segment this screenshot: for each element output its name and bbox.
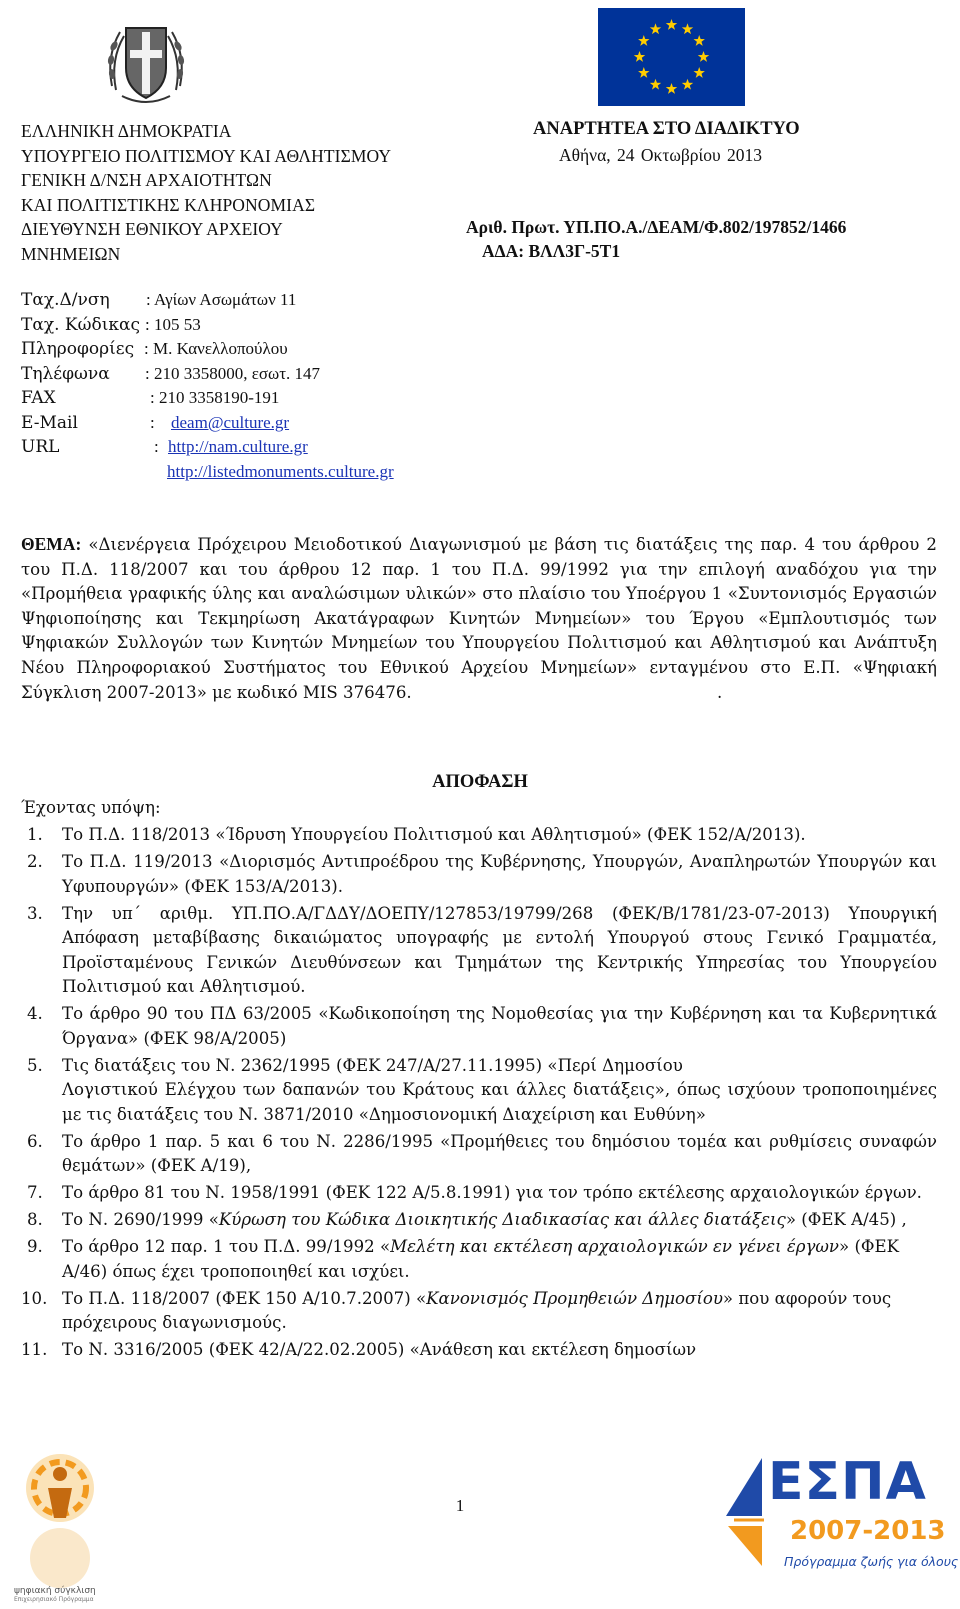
list-item-number: 11.: [21, 1340, 48, 1359]
url-label: URL: [21, 437, 60, 457]
page-number: 1: [455, 1496, 465, 1515]
list-item-text: Τις διατάξεις του Ν. 2362/1995 (ΦΕΚ 247/Α/27.11.1995) «Περί Δημοσίου: [62, 1055, 683, 1075]
list-item-text: Το Π.Δ. 119/2013 «Διορισμός Αντιπροέδρου της Κυβέρνησης, Υπουργών, Αναπληρωτών Υπουργών και Υφυπουργών» (ΦΕΚ 153/Α/2013).: [62, 852, 937, 896]
list-item: [21, 850, 937, 899]
list-item-text-tail: » (ΦΕΚ Α/45) ,: [785, 1210, 907, 1229]
eu-flag: [598, 8, 745, 106]
url-link-listed-monuments[interactable]: http://listedmonuments.culture.gr: [167, 461, 394, 481]
email-link[interactable]: deam@culture.gr: [171, 412, 290, 432]
espa-logo-text: ΕΣΠΑ: [768, 1452, 927, 1512]
issuer-line: ΥΠΟΥΡΓΕΙΟ ΠΟΛΙΤΙΣΜΟΥ ΚΑΙ ΑΘΛΗΤΙΣΜΟΥ: [21, 145, 392, 166]
list-item-number: 7.: [27, 1183, 43, 1202]
fax-value: : 210 3358190-191: [150, 388, 280, 407]
list-item: [21, 823, 937, 848]
list-item-number: 4.: [27, 1004, 43, 1023]
espa-logo-years: 2007-2013: [790, 1516, 946, 1546]
email-label: E-Mail: [21, 412, 78, 433]
info-label: Πληροφορίες: [21, 339, 135, 359]
list-item: [21, 1287, 937, 1336]
list-item-text: Την υπ΄ αριθμ. ΥΠ.ΠΟ.Α/ΓΔΔΥ/ΔΟΕΠΥ/127853/19799/268 (ΦΕΚ/Β/1781/23-07-2013) Υπουργική Απόφαση μεταβίβασης δικαιώματος υπογραφής με εντολή Υπουργού στους Γενικό Γραμματέα, Προϊσταμένους Γενικών Διευθύνσεων και Τμημάτων της Κεντρικής Υπηρεσίας του Υπουργείου Πολιτισμού και Αθλητισμού.: [62, 903, 937, 996]
issuer-block: [21, 119, 481, 266]
list-item-number: 3.: [27, 903, 43, 923]
posting-note: ΑΝΑΡΤΗΤΕΑ ΣΤΟ ΔΙΑΔΙΚΤΥΟ: [533, 119, 800, 139]
fax-label: FAX: [21, 388, 56, 408]
info-value: : Μ. Κανελλοπούλου: [144, 339, 288, 358]
list-item-title: Μελέτη και εκτέλεση αρχαιολογικών εν γένει έργων: [390, 1237, 840, 1256]
list-item-text-tail: » που αφορούν τους πρόχειρους διαγωνισμούς.: [62, 1288, 892, 1332]
issuer-line: ΓΕΝΙΚΗ Δ/ΝΣΗ ΑΡΧΑΙΟΤΗΤΩΝ: [21, 170, 272, 190]
issuer-line: ΚΑΙ ΠΟΛΙΤΙΣΤΙΚΗΣ ΚΛΗΡΟΝΟΜΙΑΣ: [21, 194, 316, 215]
protocol-number: Αριθ. Πρωτ. ΥΠ.ΠΟ.Α./ΔΕΑΜ/Φ.802/197852/1466: [466, 217, 847, 237]
considering-label: Έχοντας υπόψη:: [21, 798, 161, 817]
list-item: [21, 1208, 937, 1233]
list-item-text: Το άρθρο 1 παρ. 5 και 6 του Ν. 2286/1995 «Προμήθειες του δημόσιου τομέα και ρυθμίσεις συναφών θεμάτων» (ΦΕΚ Α/19),: [62, 1131, 937, 1175]
list-item-number: 2.: [27, 852, 43, 871]
list-item-text: Το Π.Δ. 118/2007 (ΦΕΚ 150 Α/10.7.2007) «: [62, 1288, 427, 1308]
list-item-title: Κύρωση του Κώδικα Διοικητικής Διαδικασίας και άλλες διατάξεις: [218, 1210, 786, 1229]
list-item: [21, 1054, 937, 1128]
list-item: [21, 1181, 937, 1206]
address-label: Ταχ.Δ/νση: [21, 290, 110, 310]
list-item-text-tail: » (ΦΕΚ Α/46) όπως έχει τροποποιηθεί και ισχύει.: [62, 1237, 900, 1281]
date-line: Αθήνα, 24 Οκτωβρίου 2013: [559, 145, 763, 165]
list-item: [21, 1235, 937, 1284]
list-item-title: Κανονισμός Προμηθειών Δημοσίου: [426, 1288, 723, 1308]
digital-logo-subtext: Επιχειρησιακό Πρόγραμμα: [14, 1596, 94, 1603]
list-item-text-continued: Λογιστικού Ελέγχου των δαπανών του Κράτους και άλλες διατάξεις», όπως ισχύουν τροποποιημένες με τις διατάξεις του Ν. 3871/2010 «Δημοσιονομική Διαχείριση και Ευθύνη»: [62, 1080, 937, 1124]
subject-text: «Διενέργεια Πρόχειρου Μειοδοτικού Διαγωνισμού με βάση τις διατάξεις της παρ. 4 του άρθρου 2 του Π.Δ. 118/2007 και του άρθρου 12 παρ. 1 του Π.Δ. 99/1992 για την επιλογή αναδόχου για την «Προμήθεια γραφικής ύλης και αναλώσιμων υλικών» στο πλαίσιο του Υποέργου 1 «Συντονισμός Εργασιών Ψηφιοποίησης και Τεκμηρίωση Ακατάγραφων Κινητών Μνημείων» του Έργου «Εμπλουτισμός των Ψηφιακών Συλλογών των Κινητών Μνημείων του Υπουργείου Πολιτισμού και Αθλητισμού και Ανάπτυξη Νέου Πληροφοριακού Συστήματος του Εθνικού Αρχείου Μνημείων» ενταγμένου στο Ε.Π. «Ψηφιακή Σύγκλιση 2007-2013» με κωδικό MIS 376476.: [21, 535, 937, 702]
list-item: [21, 1002, 937, 1051]
email-separator: :: [150, 412, 155, 432]
issuer-line: ΕΛΛΗΝΙΚΗ ΔΗΜΟΚΡΑΤΙΑ: [21, 121, 232, 141]
decision-title: [0, 772, 960, 793]
list-item-text: Το άρθρο 12 παρ. 1 του Π.Δ. 99/1992 «: [62, 1237, 391, 1256]
list-item-text: Το Π.Δ. 118/2013 «Ίδρυση Υπουργείου Πολιτισμού και Αθλητισμού» (ΦΕΚ 152/Α/2013).: [62, 825, 806, 844]
decision-title-text: ΑΠΟΦΑΣΗ: [432, 772, 528, 792]
ada-code: ΑΔΑ: ΒΛΛ3Γ-5Τ1: [482, 241, 621, 261]
issuer-line: ΜΝΗΜΕΙΩΝ: [21, 243, 121, 264]
list-item-text: Το άρθρο 81 του Ν. 1958/1991 (ΦΕΚ 122 Α/5.8.1991) για τον τρόπο εκτέλεσης αρχαιολογικών έργων.: [62, 1183, 922, 1202]
digital-logo-text: ψηφιακή σύγκλιση: [14, 1586, 96, 1596]
phone-label: Τηλέφωνα: [21, 363, 110, 384]
list-item-number: 1.: [27, 825, 43, 844]
url-link-nam[interactable]: http://nam.culture.gr: [168, 437, 308, 456]
list-item-number: 5.: [27, 1055, 43, 1075]
url-separator: :: [154, 437, 159, 456]
list-item-text: Το άρθρο 90 του ΠΔ 63/2005 «Κωδικοποίηση της Νομοθεσίας για την Κυβέρνηση και τα Κυβερνητικά Όργανα» (ΦΕΚ 98/Α/2005): [62, 1004, 937, 1048]
list-item-text: Το Ν. 2690/1999 «: [62, 1210, 219, 1229]
list-item-number: 8.: [27, 1210, 43, 1229]
espa-logo: [724, 1452, 959, 1576]
list-item-number: 9.: [27, 1237, 43, 1256]
espa-logo-tagline: Πρόγραμμα ζωής για όλους: [784, 1554, 959, 1569]
phone-value: : 210 3358000, εσωτ. 147: [145, 363, 321, 383]
greek-republic-emblem: [102, 16, 190, 112]
digital-convergence-logo: [8, 1448, 108, 1603]
list-item: [21, 1130, 937, 1179]
issuer-line: ΔΙΕΥΘΥΝΣΗ ΕΘΝΙΚΟΥ ΑΡΧΕΙΟΥ: [21, 219, 283, 239]
list-item-number: 10.: [21, 1288, 48, 1308]
list-item-text: Το Ν. 3316/2005 (ΦΕΚ 42/Α/22.02.2005) «Ανάθεση και εκτέλεση δημοσίων: [62, 1340, 697, 1359]
list-item: [21, 902, 937, 1000]
subject-trailing-dot: .: [716, 682, 723, 702]
postcode-value: : 105 53: [145, 314, 201, 334]
list-item-number: 6.: [27, 1131, 43, 1151]
list-item: [21, 1338, 937, 1363]
considerations-list: [21, 823, 937, 1365]
subject-label: ΘΕΜΑ:: [21, 534, 82, 554]
postcode-label: Ταχ. Κώδικας: [21, 314, 141, 335]
subject-paragraph: [21, 532, 937, 705]
address-value: : Αγίων Ασωμάτων 11: [146, 290, 297, 309]
